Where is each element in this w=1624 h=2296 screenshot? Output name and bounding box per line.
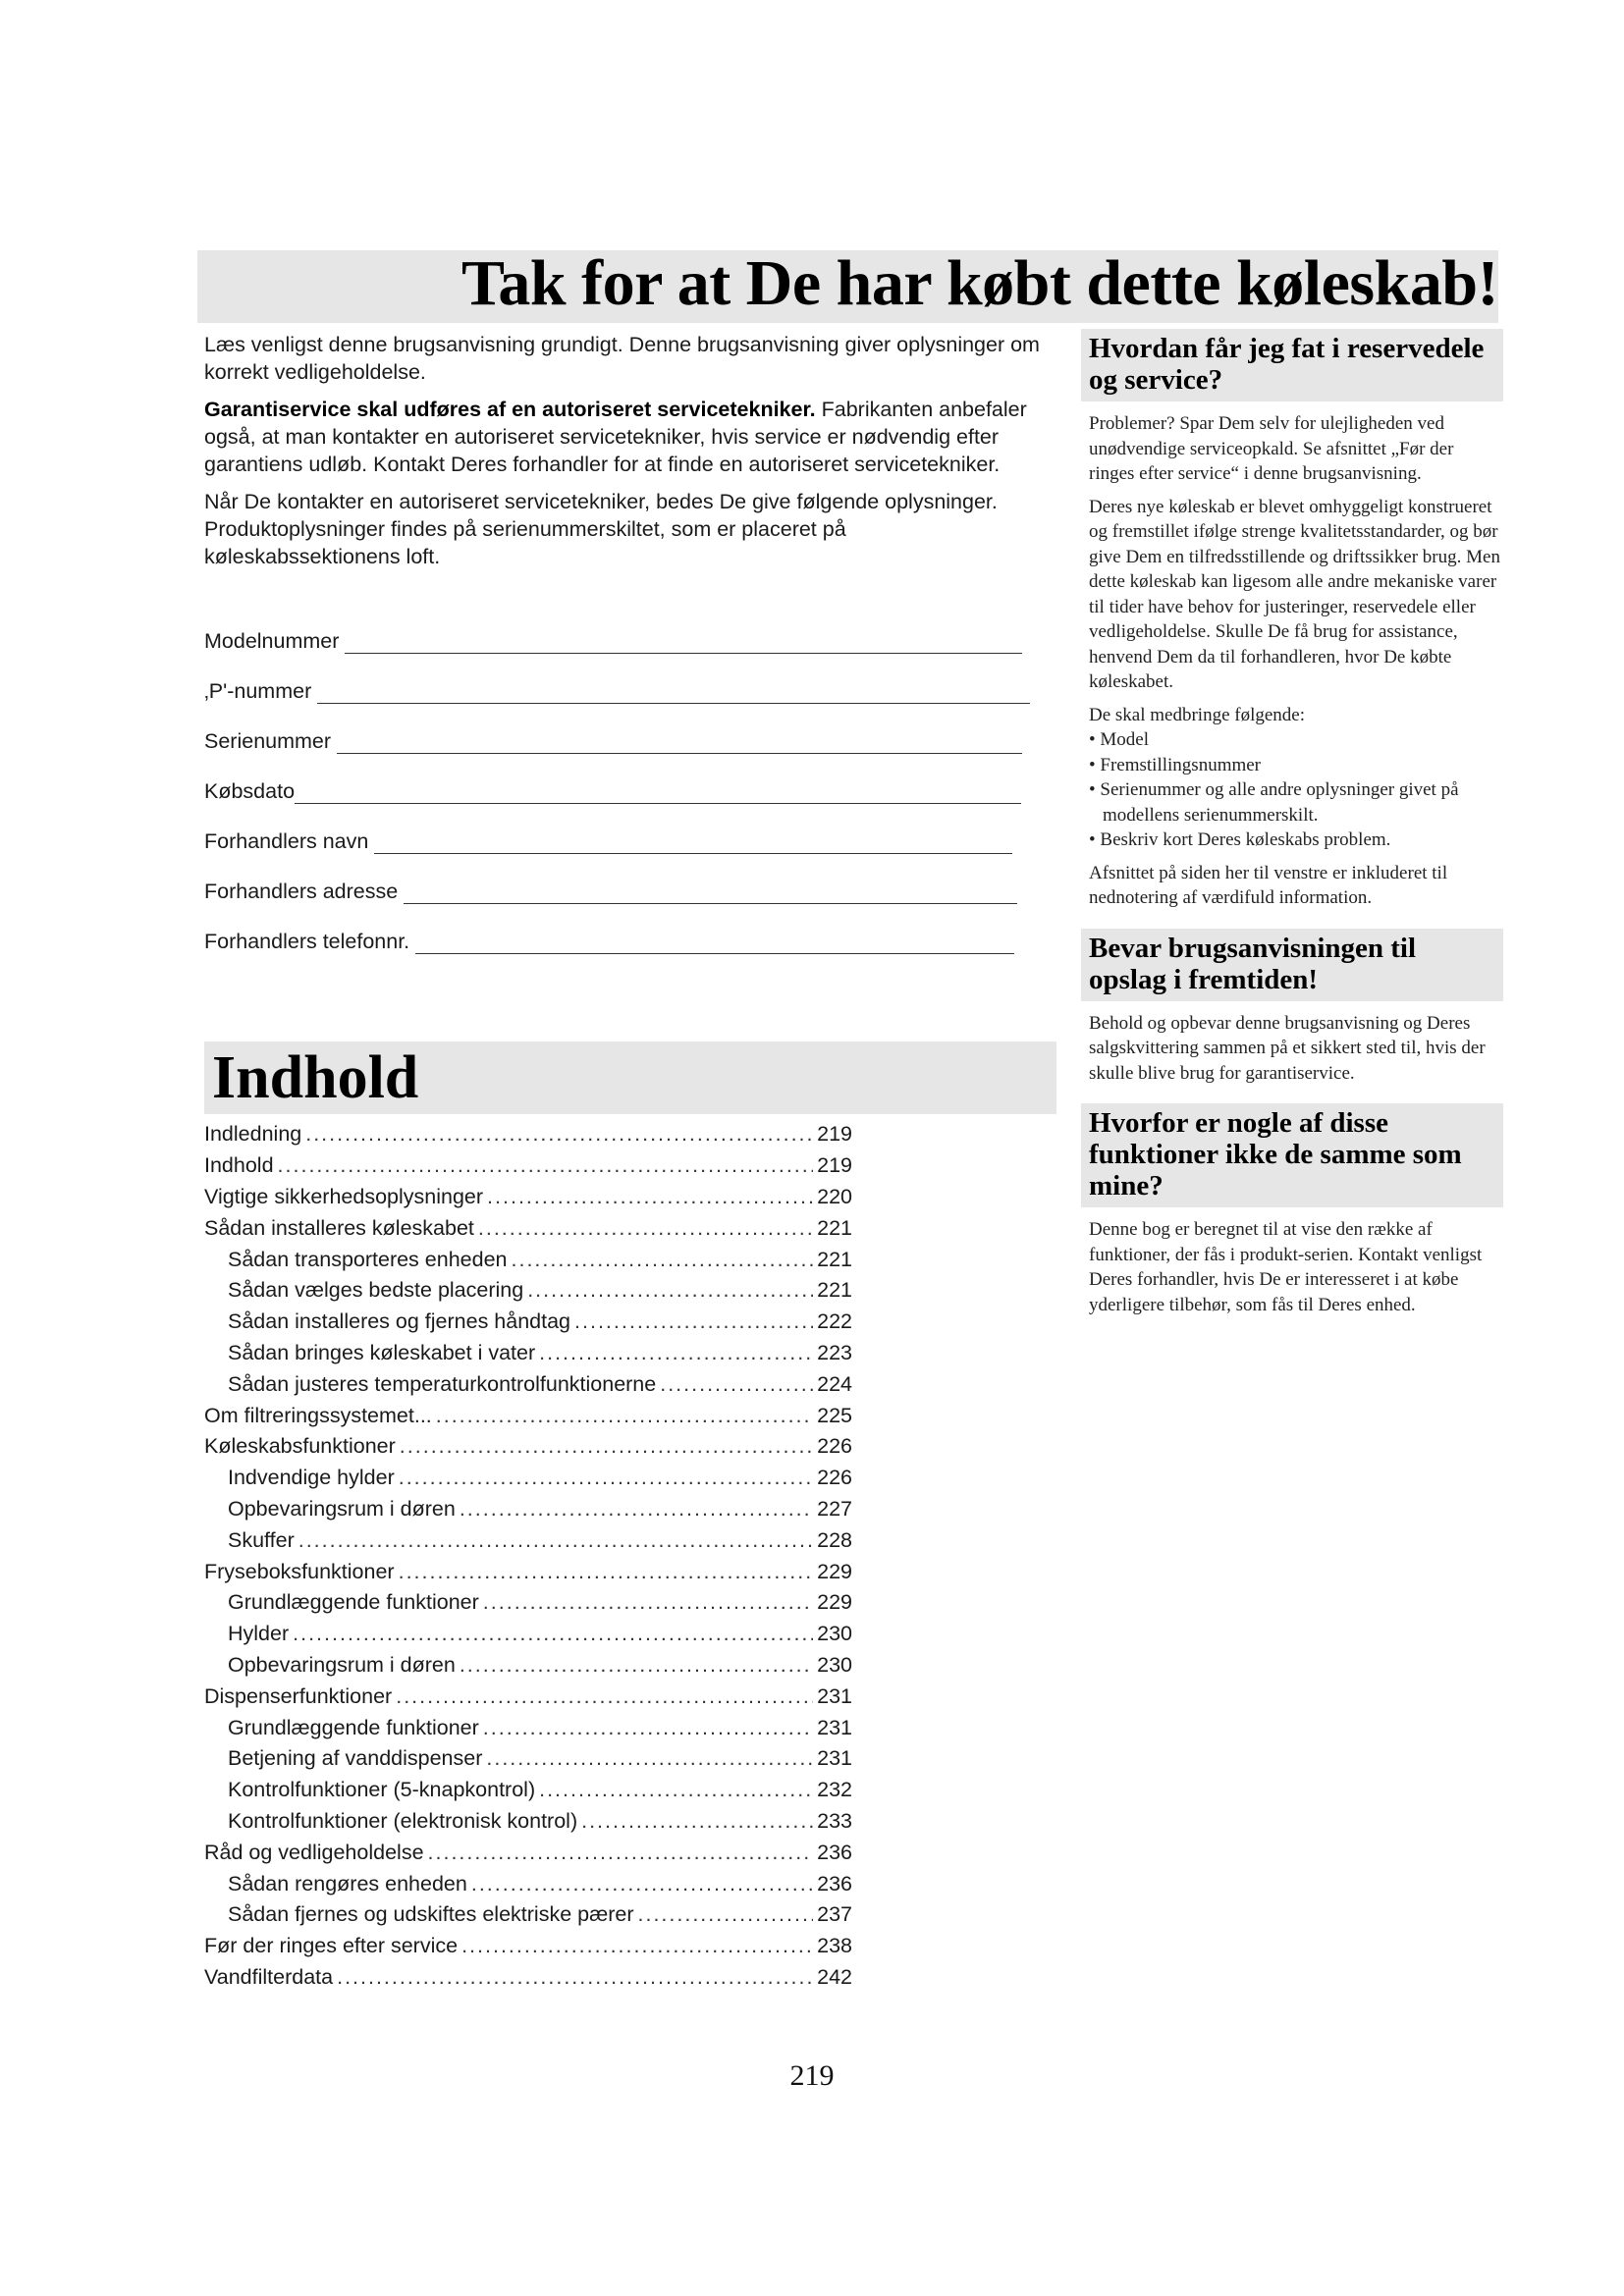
intro-paragraph-3: Når De kontakter en autoriseret servicetekniker, bedes De give følgende oplysninger. Produktoplysninger findes på serienummerskiltet, som er placeret på køleskabssektionens loft.: [204, 490, 998, 568]
form-label: Forhandlers navn: [204, 829, 369, 853]
toc-entry: [204, 1368, 852, 1400]
toc-entry-page: 231: [817, 1746, 852, 1771]
sidebar: [1081, 329, 1503, 1325]
form-blank-line: [295, 779, 1021, 804]
toc-entry: [204, 1524, 852, 1556]
form-row-dealer-phone: [204, 921, 1044, 954]
toc-entry-label: Før der ringes efter service: [204, 1934, 459, 1958]
list-item: • Serienummer og alle andre oplysninger givet på modellens serienummerskilt.: [1089, 777, 1503, 828]
toc-entry-page: 223: [817, 1340, 852, 1364]
toc-entry-label: Grundlæggende funktioner: [228, 1590, 479, 1615]
form-label: Købsdato: [204, 779, 296, 803]
intro-section: [204, 331, 1044, 580]
toc-entry: [204, 1463, 852, 1494]
toc-entry: [204, 1338, 852, 1369]
page-title: Tak for at De har købt dette køleskab!: [460, 247, 1498, 319]
toc-entry: [204, 1307, 852, 1338]
toc-entry-page: 221: [817, 1278, 852, 1303]
toc-entry-label: Sådan fjernes og udskiftes elektriske pærer: [228, 1902, 634, 1927]
toc-leader-dots: [527, 1278, 813, 1303]
sidebar-bullet-list: [1089, 727, 1503, 853]
toc-entry-page: 219: [817, 1153, 852, 1178]
toc-leader-dots: [483, 1590, 813, 1615]
toc-entry-label: Sådan installeres køleskabet: [204, 1215, 474, 1240]
toc-entry-page: 236: [817, 1840, 852, 1864]
toc-entry-page: 226: [817, 1466, 852, 1490]
toc-entry-label: Vigtige sikkerhedsoplysninger: [204, 1184, 484, 1208]
sidebar-paragraph: Problemer? Spar Dem selv for ulejligheden ved unødvendige serviceopkald. Se afsnittet „Før der ringes efter service“ i denne brugsanvisning.: [1089, 413, 1454, 484]
toc-entry-label: Sådan justeres temperaturkontrolfunktionerne: [228, 1371, 657, 1396]
toc-entry: [204, 1837, 852, 1868]
toc-leader-dots: [293, 1622, 813, 1646]
toc-entry: [204, 1587, 852, 1619]
toc-entry-label: Råd og vedligeholdelse: [204, 1840, 424, 1864]
toc-leader-dots: [483, 1716, 813, 1740]
list-item: • Model: [1089, 727, 1503, 753]
toc-entry-page: 221: [817, 1215, 852, 1240]
list-item: • Beskriv kort Deres køleskabs problem.: [1089, 828, 1503, 853]
form-blank-line: [337, 729, 1022, 754]
toc-entry-label: Grundlæggende funktioner: [228, 1715, 479, 1739]
toc-leader-dots: [638, 1902, 814, 1927]
form-blank-line: [317, 679, 1030, 704]
toc-entry: [204, 1431, 852, 1463]
form-label: Forhandlers adresse: [204, 880, 399, 903]
record-form: [204, 620, 1044, 971]
toc-entry-page: 228: [817, 1527, 852, 1552]
toc-entry: [204, 1150, 852, 1182]
sidebar-paragraph: De skal medbringe følgende:: [1089, 704, 1306, 725]
list-item: • Fremstillingsnummer: [1089, 753, 1503, 778]
toc-entry: [204, 1899, 852, 1931]
toc-entry-page: 227: [817, 1496, 852, 1521]
warranty-bold-text: Garantiservice skal udføres af en autoriseret servicetekniker.: [204, 398, 816, 421]
toc-leader-dots: [581, 1809, 813, 1834]
toc-entry: [204, 1931, 852, 1962]
form-row-dealer-address: [204, 871, 1044, 904]
toc-entry-page: 231: [817, 1715, 852, 1739]
toc-entry: [204, 1681, 852, 1712]
toc-entry: [204, 1743, 852, 1775]
toc-entry-page: 230: [817, 1652, 852, 1677]
sidebar-heading-service: Hvordan får jeg fat i reservedele og service?: [1081, 329, 1503, 401]
warranty-rest-text: Fabrikanten anbefaler også, at man kontakter en autoriseret servicetekniker, hvis service er nødvendig efter garantiens udløb. Kontakt Deres forhandler for at finde en autoriseret servicetekniker.: [204, 398, 1027, 476]
toc-entry-page: 225: [817, 1403, 852, 1427]
sidebar-body-features: [1081, 1217, 1503, 1317]
toc-leader-dots: [399, 1466, 813, 1490]
toc-entry: [204, 1494, 852, 1525]
toc-leader-dots: [428, 1841, 814, 1865]
toc-leader-dots: [539, 1341, 813, 1365]
form-row-purchase-date: [204, 771, 1044, 804]
form-label: ‚P'-nummer: [204, 679, 312, 703]
form-row-dealer-name: [204, 821, 1044, 854]
toc-leader-dots: [461, 1934, 813, 1958]
form-row-serial: [204, 721, 1044, 754]
toc-entry-label: Vandfilterdata: [204, 1964, 334, 1989]
toc-entry-label: Opbevaringsrum i døren: [228, 1652, 456, 1677]
sidebar-heading-features: Hvorfor er nogle af disse funktioner ikke de samme som mine?: [1081, 1103, 1503, 1207]
toc-entry: [204, 1244, 852, 1275]
toc-leader-dots: [305, 1122, 813, 1147]
sidebar-body-keep-manual: [1081, 1011, 1503, 1087]
toc-leader-dots: [539, 1778, 813, 1802]
toc-entry: [204, 1775, 852, 1806]
toc-entry-page: 222: [817, 1309, 852, 1334]
toc-entry-page: 238: [817, 1934, 852, 1958]
toc-leader-dots: [660, 1372, 813, 1397]
toc-entry: [204, 1212, 852, 1244]
form-label: Serienummer: [204, 729, 332, 753]
toc-leader-dots: [460, 1497, 813, 1522]
toc-leader-dots: [399, 1560, 814, 1584]
toc-entry: [204, 1182, 852, 1213]
page-number: 219: [789, 2059, 835, 2092]
form-label: Forhandlers telefonnr.: [204, 930, 410, 953]
toc-entry-label: Opbevaringsrum i døren: [228, 1496, 456, 1521]
form-blank-line: [404, 880, 1017, 904]
toc-entry-label: Køleskabsfunktioner: [204, 1434, 396, 1459]
toc-entry-page: 232: [817, 1778, 852, 1802]
form-row-model: [204, 620, 1044, 654]
sidebar-paragraph: Behold og opbevar denne brugsanvisning og Deres salgskvittering sammen på et sikkert sted til, hvis der skulle blive brug for garantiservice.: [1089, 1012, 1486, 1084]
sidebar-paragraph: Denne bog er beregnet til at vise den række af funktioner, der fås i produkt-serien. Kontakt venligst Deres forhandler, hvis De er interesseret i at købe yderligere tilbehør, som fås til Deres enhed.: [1089, 1219, 1483, 1315]
table-of-contents: [204, 1119, 852, 1993]
toc-entry-label: Indhold: [204, 1153, 274, 1178]
toc-entry-page: 224: [817, 1371, 852, 1396]
toc-entry-label: Sådan rengøres enheden: [228, 1871, 467, 1896]
intro-paragraph-1: Læs venligst denne brugsanvisning grundigt. Denne brugsanvisning giver oplysninger om korrekt vedligeholdelse.: [204, 333, 1040, 384]
toc-leader-dots: [460, 1653, 813, 1678]
toc-leader-dots: [574, 1309, 813, 1334]
toc-entry-label: Kontrolfunktioner (elektronisk kontrol): [228, 1808, 578, 1833]
form-row-p-number: [204, 670, 1044, 704]
toc-entry-label: Sådan bringes køleskabet i vater: [228, 1340, 536, 1364]
toc-entry-label: Hylder: [228, 1622, 290, 1646]
toc-entry-label: Sådan installeres og fjernes håndtag: [228, 1309, 571, 1334]
toc-entry-label: Fryseboksfunktioner: [204, 1559, 395, 1583]
toc-entry-label: Kontrolfunktioner (5-knapkontrol): [228, 1778, 536, 1802]
toc-entry-page: 233: [817, 1808, 852, 1833]
toc-entry: [204, 1962, 852, 1994]
toc-entry-page: 229: [817, 1559, 852, 1583]
toc-title: Indhold: [212, 1044, 419, 1111]
toc-entry-page: 230: [817, 1622, 852, 1646]
toc-leader-dots: [400, 1434, 813, 1459]
form-label: Modelnummer: [204, 629, 340, 653]
toc-entry-page: 237: [817, 1902, 852, 1927]
toc-entry-label: Indledning: [204, 1122, 302, 1147]
toc-leader-dots: [436, 1404, 813, 1428]
toc-entry-page: 231: [817, 1683, 852, 1708]
toc-leader-dots: [478, 1216, 813, 1241]
sidebar-body-service: [1081, 411, 1503, 911]
toc-entry-label: Sådan transporteres enheden: [228, 1247, 508, 1271]
toc-entry: [204, 1119, 852, 1150]
toc-entry-label: Skuffer: [228, 1527, 295, 1552]
title-banner: [197, 247, 1498, 323]
toc-leader-dots: [298, 1528, 813, 1553]
intro-paragraph-2: [204, 396, 1044, 478]
toc-entry: [204, 1275, 852, 1307]
toc-entry-page: 220: [817, 1184, 852, 1208]
toc-entry: [204, 1712, 852, 1743]
form-blank-line: [415, 930, 1014, 954]
toc-leader-dots: [278, 1153, 814, 1178]
form-blank-line: [374, 829, 1012, 854]
toc-leader-dots: [486, 1746, 813, 1771]
toc-entry: [204, 1806, 852, 1838]
toc-entry: [204, 1650, 852, 1682]
sidebar-paragraph: Deres nye køleskab er blevet omhyggeligt konstrueret og fremstillet ifølge strenge kvalitetsstandarder, og bør give Dem en tilfredsstillende og driftssikker brug. Men dette køleskab kan ligesom alle andre mekaniske varer til tider have behov for justeringer, reservedele eller vedligeholdelse. Skulle De få brug for assistance, henvend Dem da til forhandleren, hvor De købte køleskabet.: [1089, 496, 1500, 692]
toc-entry: [204, 1556, 852, 1587]
toc-entry: [204, 1868, 852, 1899]
toc-entry-label: Indvendige hylder: [228, 1466, 395, 1490]
toc-entry-page: 242: [817, 1964, 852, 1989]
toc-entry-page: 229: [817, 1590, 852, 1615]
toc-leader-dots: [487, 1185, 813, 1209]
toc-entry-page: 236: [817, 1871, 852, 1896]
toc-entry-label: Betjening af vanddispenser: [228, 1746, 483, 1771]
sidebar-paragraph: Afsnittet på siden her til venstre er inkluderet til nednotering af værdifuld information.: [1089, 862, 1448, 908]
toc-entry: [204, 1400, 852, 1431]
toc-leader-dots: [337, 1965, 813, 1990]
toc-entry-label: Dispenserfunktioner: [204, 1683, 393, 1708]
toc-entry-page: 221: [817, 1247, 852, 1271]
toc-entry: [204, 1619, 852, 1650]
toc-leader-dots: [471, 1872, 813, 1896]
toc-entry-label: Om filtreringssystemet...: [204, 1403, 432, 1427]
toc-entry-page: 226: [817, 1434, 852, 1459]
toc-entry-page: 219: [817, 1122, 852, 1147]
form-blank-line: [345, 629, 1022, 654]
toc-leader-dots: [396, 1684, 813, 1709]
toc-title-banner: [204, 1041, 1056, 1114]
toc-leader-dots: [512, 1248, 814, 1272]
toc-entry-label: Sådan vælges bedste placering: [228, 1278, 524, 1303]
sidebar-heading-keep-manual: Bevar brugsanvisningen til opslag i fremtiden!: [1081, 929, 1503, 1001]
